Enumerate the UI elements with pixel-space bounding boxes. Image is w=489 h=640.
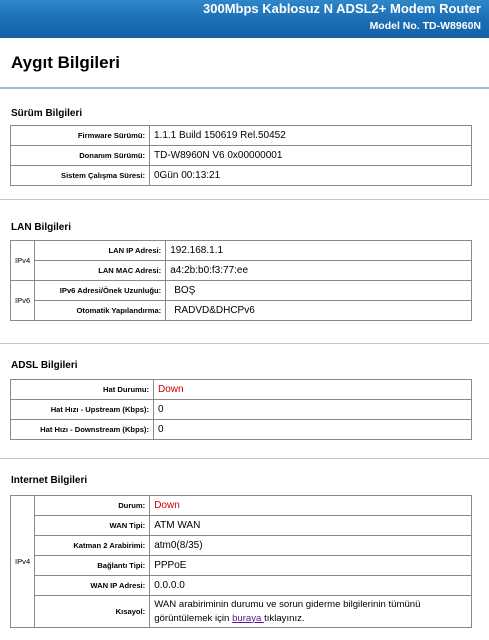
uptime-label: Sistem Çalışma Süresi: — [11, 166, 150, 186]
lan-ip-label: LAN IP Adresi: — [35, 241, 166, 261]
table-row — [11, 380, 472, 400]
line-status-value: Down — [154, 380, 472, 400]
lan-section-title: LAN Bilgileri — [11, 222, 72, 233]
firmware-value: 1.1.1 Build 150619 Rel.50452 — [150, 126, 472, 146]
table-row — [11, 261, 472, 281]
adsl-section-title: ADSL Bilgileri — [11, 360, 78, 371]
version-section-title: Sürüm Bilgileri — [11, 108, 83, 119]
wan-status-label: Durum: — [35, 496, 150, 516]
auto-config-value: RADVD&DHCPv6 — [166, 301, 472, 321]
table-row — [11, 420, 472, 440]
lan-table — [10, 240, 472, 321]
hardware-value: TD-W8960N V6 0x00000001 — [150, 146, 472, 166]
lan-ipv6-group-label: IPv6 — [11, 281, 35, 321]
layer2-interface-label: Katman 2 Arabirimi: — [35, 536, 150, 556]
section-divider — [0, 199, 489, 200]
shortcut-line1: WAN arabiriminin durumu ve sorun giderme bilgilerinin tümünü — [154, 598, 421, 610]
wan-status-value: Down — [150, 496, 472, 516]
table-row — [11, 496, 472, 516]
hardware-label: Donanım Sürümü: — [11, 146, 150, 166]
table-row — [11, 301, 472, 321]
version-table — [10, 125, 472, 186]
internet-table — [10, 495, 472, 628]
model-number: Model No. TD-W8960N — [369, 20, 481, 32]
section-divider — [0, 458, 489, 459]
uptime-value: 0Gün 00:13:21 — [150, 166, 472, 186]
connection-type-value: PPPoE — [150, 556, 472, 576]
auto-config-label: Otomatik Yapılandırma: — [35, 301, 166, 321]
table-row — [11, 576, 472, 596]
wan-ip-label: WAN IP Adresi: — [35, 576, 150, 596]
shortcut-label: Kısayol: — [35, 596, 150, 628]
ipv6-address-label: IPv6 Adresi/Önek Uzunluğu: — [35, 281, 166, 301]
lan-mac-value: a4:2b:b0:f3:77:ee — [166, 261, 472, 281]
lan-mac-label: LAN MAC Adresi: — [35, 261, 166, 281]
lan-ip-value: 192.168.1.1 — [166, 241, 472, 261]
header-banner — [0, 0, 489, 38]
section-divider — [0, 343, 489, 344]
shortcut-text — [150, 596, 472, 628]
wan-ip-value: 0.0.0.0 — [150, 576, 472, 596]
ipv6-address-value: BOŞ — [166, 281, 472, 301]
shortcut-line2-prefix: görüntülemek için — [154, 612, 233, 624]
product-title: 300Mbps Kablosuz N ADSL2+ Modem Router — [203, 1, 481, 16]
table-row — [11, 281, 472, 301]
troubleshoot-link[interactable]: buraya — [232, 612, 265, 624]
lan-ipv4-group-label: IPv4 — [11, 241, 35, 281]
table-row — [11, 146, 472, 166]
upstream-label: Hat Hızı - Upstream (Kbps): — [11, 400, 154, 420]
wan-type-value: ATM WAN — [150, 516, 472, 536]
title-divider — [0, 87, 489, 89]
adsl-table — [10, 379, 472, 440]
table-row — [11, 556, 472, 576]
firmware-label: Firmware Sürümü: — [11, 126, 150, 146]
connection-type-label: Bağlantı Tipi: — [35, 556, 150, 576]
line-status-label: Hat Durumu: — [11, 380, 154, 400]
table-row — [11, 516, 472, 536]
internet-ipv4-group-label: IPv4 — [11, 496, 35, 628]
table-row — [11, 596, 472, 628]
table-row — [11, 126, 472, 146]
shortcut-line2-suffix: tıklayınız. — [264, 612, 305, 624]
layer2-interface-value: atm0(8/35) — [150, 536, 472, 556]
wan-type-label: WAN Tipi: — [35, 516, 150, 536]
table-row — [11, 166, 472, 186]
table-row — [11, 536, 472, 556]
internet-section-title: Internet Bilgileri — [11, 475, 88, 486]
table-row — [11, 400, 472, 420]
page-title: Aygıt Bilgileri — [11, 53, 120, 72]
downstream-value: 0 — [154, 420, 472, 440]
upstream-value: 0 — [154, 400, 472, 420]
downstream-label: Hat Hızı - Downstream (Kbps): — [11, 420, 154, 440]
table-row — [11, 241, 472, 261]
